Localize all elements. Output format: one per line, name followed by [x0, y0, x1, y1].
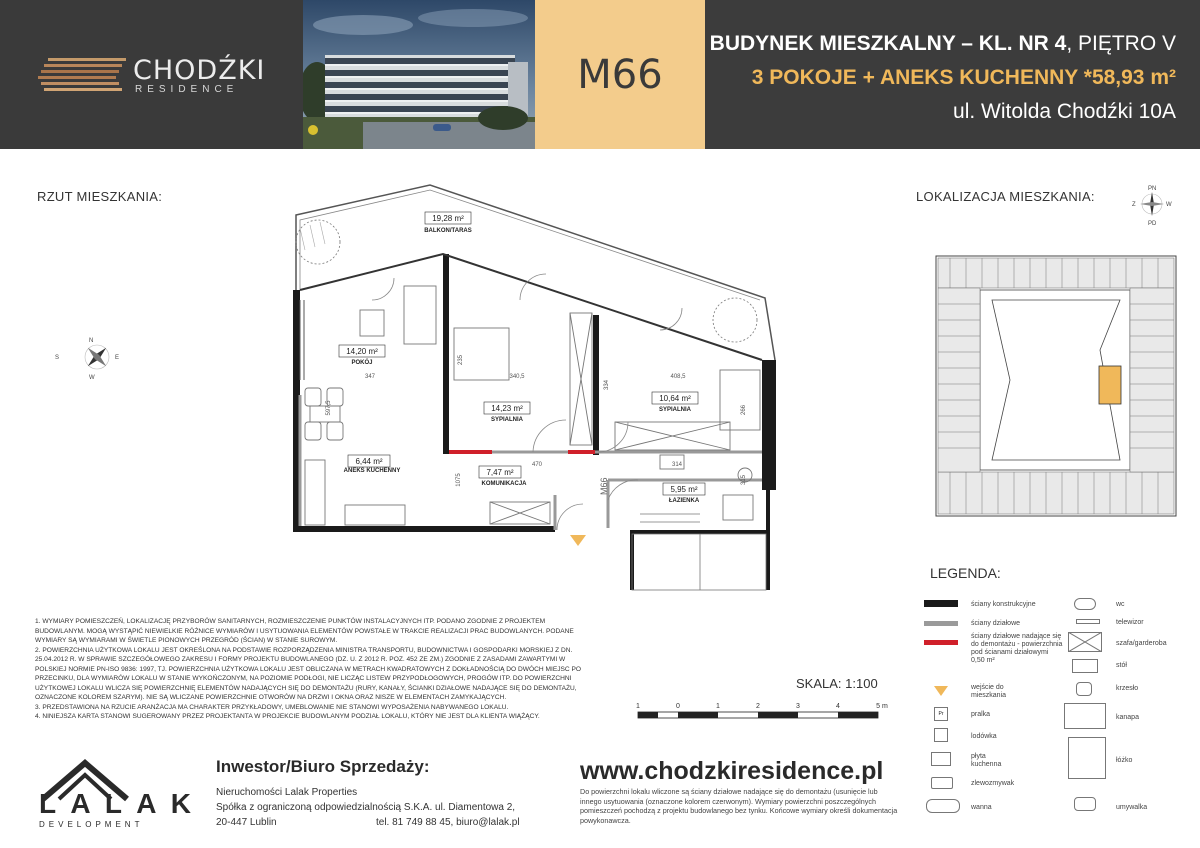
svg-text:2: 2 — [756, 703, 760, 710]
legend-wardrobe: szafa/garderoba — [1116, 640, 1167, 647]
sofa-icon — [1064, 703, 1106, 729]
bathtub-icon — [926, 799, 960, 813]
logo — [0, 0, 303, 149]
balcony-area: 19,28 m² — [432, 214, 464, 223]
plant-pot — [713, 298, 757, 342]
svg-text:E: E — [115, 355, 120, 361]
header-info — [686, 0, 1176, 149]
logo-stripes-icon — [38, 58, 126, 92]
svg-text:314: 314 — [671, 462, 683, 468]
sofa — [404, 286, 436, 344]
bed — [720, 370, 760, 430]
kitchen-counter — [305, 460, 325, 525]
svg-text:POKÓJ: POKÓJ — [351, 360, 373, 366]
svg-text:1: 1 — [716, 703, 720, 710]
unit-code: M66 — [577, 51, 663, 98]
svg-text:N: N — [89, 338, 94, 344]
note-4: 4. NINIEJSZA KARTA STANOWI SUGEROWANY PRZEZ PROJEKTANTA W PROJEKCIE BUDOWLANYM PODZIAŁ LOKALU, KTÓRY NIE JEST DLA KLIENTA WIĄŻĄCY. — [35, 713, 540, 721]
legend-demountable: ściany działowe nadające się do demontażu - powierzchnia pod ścianami działowymi 0,50 m² — [971, 633, 1063, 665]
partition-wall-swatch — [924, 621, 958, 626]
svg-text:4: 4 — [836, 703, 840, 710]
room-label-living — [339, 345, 385, 366]
balcony-name: BALKON/TARAS — [424, 228, 472, 234]
structural-wall — [593, 315, 599, 455]
stove-icon — [931, 752, 951, 766]
plant-pot — [296, 220, 340, 264]
lalak-subtitle: DEVELOPMENT — [39, 820, 144, 829]
legend-sink: zlewozmywak — [971, 780, 1015, 787]
svg-text:ŁAZIENKA: ŁAZIENKA — [668, 498, 700, 504]
svg-text:PD: PD — [1148, 221, 1157, 227]
room-label-hall — [479, 466, 527, 487]
table — [360, 310, 384, 336]
structural-wall — [762, 360, 776, 490]
lalak-title: LALAK — [39, 788, 191, 819]
company-line2: Spółka z ograniczoną odpowiedzialnością S.K.A. ul. Diamentowa 2, — [216, 802, 516, 813]
scale-label: SKALA: 1:100 — [796, 676, 878, 691]
header — [0, 0, 1200, 149]
svg-text:ANEKS KUCHENNY: ANEKS KUCHENNY — [343, 468, 401, 474]
svg-text:1075: 1075 — [456, 473, 462, 487]
svg-text:266: 266 — [741, 404, 747, 416]
washer — [723, 495, 753, 520]
unit-code-box — [535, 0, 705, 149]
demountable-wall — [449, 450, 492, 454]
wardrobe-icon — [1068, 632, 1102, 652]
location-title: LOKALIZACJA MIESZKANIA: — [916, 189, 1095, 204]
lalak-logo — [35, 757, 205, 832]
tv-icon — [1076, 619, 1100, 624]
location-map — [920, 180, 1190, 530]
svg-text:334: 334 — [604, 379, 610, 391]
svg-text:SYPIALNIA: SYPIALNIA — [490, 417, 524, 423]
bed-icon — [1068, 737, 1106, 779]
svg-text:14,20 m²: 14,20 m² — [346, 347, 378, 356]
svg-text:597,5: 597,5 — [326, 400, 332, 416]
svg-text:Z: Z — [1132, 202, 1136, 208]
sink-icon — [931, 777, 953, 789]
chair — [305, 388, 321, 406]
company-city: 20-447 Lublin — [216, 817, 277, 828]
room-label-bedroom-2 — [652, 392, 698, 413]
demountable-wall — [568, 450, 595, 454]
note-2: 2. POWIERZCHNIA UŻYTKOWA LOKALU JEST OKREŚLONA NA PODSTAWIE ROZPORZĄDZENIA MINISTRA TRANSPORTU, BUDOWNICTWA I GOSPODARKI MORSKIEJ Z DN. 25.04.2012 R. W SPRAWIE SZCZEGÓŁOWEGO ZAKRESU I FORMY PROJEKTU BUDOWLANEGO (DZ. U. Z 2012 R. POZ. 452 ZE ZM.) ZGODNIE Z ZASADAMI ZAWARTYMI W POLSKIEJ NORMIE PN-ISO 9836: 1997, TJ. POWIERZCHNIA UŻYTKOWA LOKALU JEST OBLICZANA W METRACH KWADRATOWYCH Z DOKŁADNOŚCIĄ DO DWÓCH MIEJSC PO PRZECINKU, DLA WYMIARÓW LOKALU W STANIE WYKOŃCZONYM, NA POZIOMIE PODŁOGI, NIE LICZĄC LISTEW PRZYPODŁOGOWYCH, PROGÓW ITP. DO POWIERZCHNI UŻYTKOWEJ LOKALU WLICZA SIĘ POWIERZCHNIĘ ELEMENTÓW NADAJĄCYCH SIĘ DO DEMONTAŻU (RURY, KANAŁY, ŚCIANKI DZIAŁOWE NADAJĄCE SIĘ DO DEMONTAŻU, OZNACZONE KOLOREM SZARYM). NIE SĄ WLICZANE POWIERZCHNIE OTWORÓW NA DRZWI I OKNA ORAZ NISZE W ELEMENTACH ZAMYKAJĄCYCH. — [35, 646, 583, 702]
legend-wc: wc — [1116, 601, 1125, 608]
company-contact[interactable]: tel. 81 749 88 45, biuro@lalak.pl — [376, 817, 520, 828]
investor-title: Inwestor/Biuro Sprzedaży: — [216, 757, 430, 776]
logo-title: CHODŹKI — [133, 55, 266, 86]
legend-partition: ściany działowe — [971, 620, 1021, 627]
svg-text:0: 0 — [676, 703, 680, 710]
room-label-bathroom — [663, 483, 705, 504]
entrance-icon — [934, 686, 948, 696]
svg-text:1: 1 — [636, 703, 640, 710]
dining-table — [310, 406, 340, 422]
svg-text:7,47 m²: 7,47 m² — [486, 468, 514, 477]
rooms-area-line: 3 POKOJE + ANEKS KUCHENNY *58,93 m² — [751, 66, 1176, 89]
note-1: 1. WYMIARY POMIESZCZEŃ, LOKALIZACJĘ PRZYBORÓW SANITARNYCH, ROZMIESZCZENIE PUNKTÓW INSTALACYJNYCH ITP. PODANO ZGODNIE Z PROJEKTEM BUDOWLANYM. MOGĄ WYSTĄPIĆ NIEWIELKIE RÓŻNICE WYMIARÓW I USYTUOWANIA ELEMENTÓW POWSTAŁE W TRAKCIE REALIZACJI PRAC BUDOWLANYCH. PODANE WYMIARY SĄ WYMIARAMI W ŚWIETLE PIONOWYCH PRZEGRÓD (ŚCIAN) W STANIE SUROWYM. — [35, 618, 576, 645]
legend-tv: telewizor — [1116, 619, 1144, 626]
svg-text:W: W — [89, 375, 95, 381]
structural-wall — [443, 254, 449, 454]
svg-text:470: 470 — [531, 462, 543, 468]
legend-sofa: kanapa — [1116, 714, 1139, 721]
svg-text:315: 315 — [741, 474, 747, 486]
building-line — [710, 32, 1176, 56]
legend-stove: płyta kuchenna — [971, 753, 1002, 769]
floor-label: , PIĘTRO V — [1066, 32, 1176, 55]
legend-entrance: wejście do mieszkania — [971, 684, 1007, 700]
kitchen-sink — [345, 505, 405, 525]
svg-text:3: 3 — [796, 703, 800, 710]
svg-text:PN: PN — [1148, 186, 1157, 192]
company-name: Nieruchomości Lalak Properties — [216, 787, 358, 798]
svg-text:5,95 m²: 5,95 m² — [670, 485, 698, 494]
highlighted-apartment — [1099, 366, 1121, 404]
scale-bar — [632, 700, 902, 730]
room-label-bedroom-1 — [484, 402, 530, 423]
logo-subtitle: RESIDENCE — [135, 84, 239, 95]
structural-wall — [293, 526, 555, 532]
legend-bed: łóżko — [1116, 757, 1133, 764]
legend-bath: wanna — [971, 804, 992, 811]
svg-text:KOMUNIKACJA: KOMUNIKACJA — [481, 481, 527, 487]
basin-icon — [1074, 797, 1096, 811]
svg-text:14,23 m²: 14,23 m² — [491, 404, 523, 413]
legend-title: LEGENDA: — [930, 565, 1001, 581]
svg-text:S: S — [55, 355, 60, 361]
building-render-image — [303, 0, 535, 149]
svg-text:6,44 m²: 6,44 m² — [355, 457, 383, 466]
chair-icon — [1076, 682, 1092, 696]
legend-washer: pralka — [971, 711, 991, 718]
legend-table: stół — [1116, 662, 1127, 669]
floor-plan — [0, 150, 900, 610]
shaft-label: M66 — [599, 477, 609, 495]
legend-chair: krzesło — [1116, 685, 1139, 692]
room-label-balcony — [424, 212, 472, 234]
location-compass-icon — [1132, 186, 1172, 227]
notes — [35, 617, 595, 722]
washer-icon: Pr — [934, 707, 948, 721]
svg-text:408,5: 408,5 — [670, 374, 686, 380]
building-name: BUDYNEK MIESZKALNY – KL. NR 4 — [709, 32, 1067, 55]
legend-structural: ściany konstrukcyjne — [971, 601, 1036, 608]
wc-icon — [1074, 598, 1096, 610]
entrance-marker — [570, 535, 586, 546]
svg-text:SYPIALNIA: SYPIALNIA — [658, 407, 692, 413]
legend-basin: umywalka — [1116, 804, 1148, 811]
structural-wall-swatch — [924, 600, 958, 607]
table-icon — [1072, 659, 1098, 673]
plan-title: RZUT MIESZKANIA: — [37, 189, 163, 204]
room-label-kitchen — [344, 455, 401, 474]
fridge-icon — [934, 728, 948, 742]
demountable-wall-swatch — [924, 640, 958, 645]
address-line: ul. Witolda Chodźki 10A — [953, 100, 1176, 123]
note-3: 3. PRZEDSTAWIONA NA RZUCIE ARANŻACJA MA CHARAKTER PRZYKŁADOWY, UMEBLOWANIE NIE STANOWI WYPOSAŻENIA NABYWANEGO LOKALU. — [35, 703, 509, 711]
svg-text:235: 235 — [458, 354, 464, 366]
bed — [454, 328, 509, 380]
svg-text:347: 347 — [364, 374, 376, 380]
svg-text:10,64 m²: 10,64 m² — [659, 394, 691, 403]
svg-text:340,5: 340,5 — [509, 374, 525, 380]
svg-text:W: W — [1166, 202, 1172, 208]
legend-fridge: lodówka — [971, 733, 997, 740]
building-photo — [303, 0, 535, 149]
plan-compass-icon — [55, 338, 119, 381]
svg-text:5 m: 5 m — [876, 703, 888, 710]
disclaimer: Do powierzchni lokalu wliczone są ściany działowe nadające się do demontażu (usunięcie lub innego usytuowania (oznaczone kolorem czerwonym). Wymiary powierzchni poszczególnych pomieszczeń pochodzą z projektu budowlanego bez tynku. Końcowe wymiary określi dokumentacja powykonawcza. — [580, 787, 898, 826]
website-link[interactable]: www.chodzkiresidence.pl — [580, 757, 884, 785]
